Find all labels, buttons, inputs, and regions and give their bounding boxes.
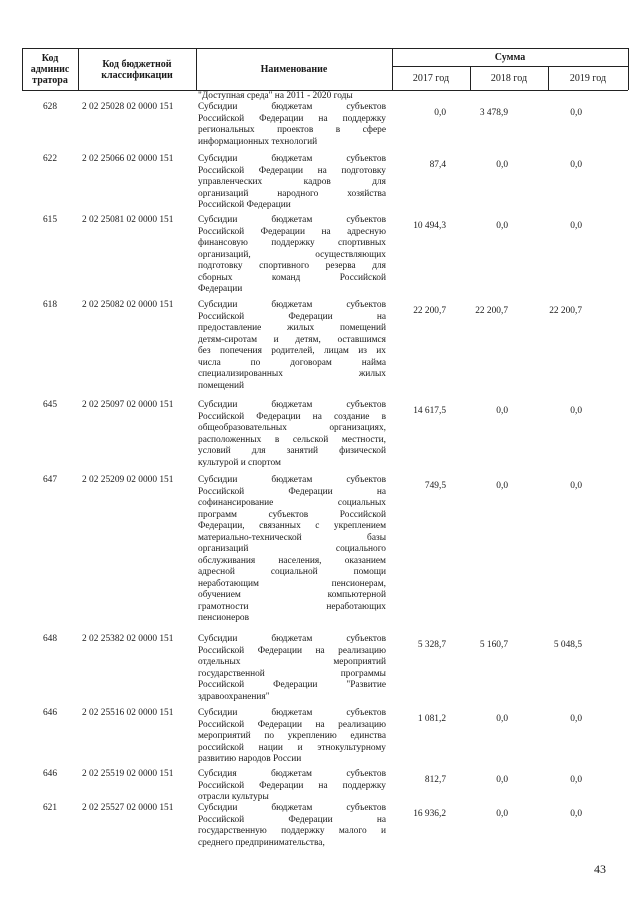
item-name-line: организаций народного хозяйства xyxy=(198,188,386,199)
header-kbk-line-2: классификации xyxy=(101,69,173,81)
item-name-line: Субсидия бюджетам субъектов xyxy=(198,769,386,779)
admin-code: 645 xyxy=(42,400,58,410)
item-name-line: отдельных мероприятий xyxy=(198,657,386,667)
item-name-line: специализированных жилых xyxy=(198,369,386,379)
item-name-line: пенсионеров xyxy=(198,613,250,623)
header-admin-line-1: Код xyxy=(41,53,59,64)
item-name-line: Субсидии бюджетам субъектов xyxy=(198,708,386,718)
item-name-line: информационных технологий xyxy=(198,136,318,147)
item-name-line: Российской Федерации xyxy=(198,200,291,210)
item-name-line: обучением компьютерной xyxy=(198,590,386,600)
item-name-line: мероприятий по укреплению единства xyxy=(198,731,386,741)
value-2019: 0,0 xyxy=(570,406,582,416)
value-2018: 0,0 xyxy=(496,809,508,819)
page-number: 43 xyxy=(594,862,606,876)
value-2019: 0,0 xyxy=(570,160,582,170)
value-2018: 0,0 xyxy=(496,221,508,231)
continuation-text: "Доступная среда" на 2011 - 2020 годы xyxy=(198,91,353,101)
budget-code: 2 02 25516 02 0000 151 xyxy=(82,708,174,718)
item-name-line: Субсидии бюджетам субъектов xyxy=(198,300,386,310)
value-2017: 5 328,7 xyxy=(417,640,446,650)
budget-code: 2 02 25519 02 0000 151 xyxy=(82,769,174,779)
item-name-line: общеобразовательных организациях, xyxy=(198,423,386,433)
item-name-line: числа по договорам найма xyxy=(198,357,386,368)
budget-code: 2 02 25382 02 0000 151 xyxy=(82,634,174,644)
value-2017: 87,4 xyxy=(429,160,446,170)
admin-code: 646 xyxy=(42,708,58,718)
budget-code: 2 02 25209 02 0000 151 xyxy=(82,475,174,485)
item-name-line: Федерации xyxy=(198,284,243,294)
header-kbk-line-1: Код бюджетной xyxy=(102,58,172,70)
item-name-line: Российской Федерации на адресную xyxy=(198,226,386,237)
item-name xyxy=(198,634,386,703)
item-name-line: Субсидии бюджетам субъектов xyxy=(198,154,386,164)
item-name xyxy=(198,475,386,625)
item-name-line: здравоохранения" xyxy=(198,691,270,702)
item-name-line: адресной социальной помощи xyxy=(198,567,386,577)
header-admin-line-2: админис xyxy=(30,64,70,75)
item-name-line: софинансирование социальных xyxy=(198,498,386,508)
header-name xyxy=(196,49,392,90)
value-2018: 0,0 xyxy=(496,406,508,416)
value-2019: 22 200,7 xyxy=(549,306,582,316)
value-2018: 0,0 xyxy=(496,714,508,724)
item-name-line: обслуживания населения, оказанием xyxy=(198,555,386,566)
value-2018: 3 478,9 xyxy=(479,108,508,118)
value-2019: 0,0 xyxy=(570,775,582,785)
value-2017: 0,0 xyxy=(434,108,446,118)
item-name-line: Субсидии бюджетам субъектов xyxy=(198,215,386,225)
header-sum xyxy=(392,49,628,66)
item-name-line: предоставление жилых помещений xyxy=(198,323,386,333)
admin-code: 622 xyxy=(42,154,58,164)
item-name-line: российской нации и этнокультурному xyxy=(198,742,386,753)
header-admin-code xyxy=(22,49,78,90)
budget-code: 2 02 25097 02 0000 151 xyxy=(82,400,174,410)
value-2019: 5 048,5 xyxy=(553,640,582,650)
value-2017: 10 494,3 xyxy=(413,221,446,231)
item-name-line: детям-сиротам и детям, оставшимся xyxy=(198,334,386,345)
budget-code: 2 02 25066 02 0000 151 xyxy=(82,154,174,164)
admin-code: 615 xyxy=(42,215,58,225)
item-name-line: отрасли культуры xyxy=(198,792,269,802)
admin-code: 648 xyxy=(42,634,58,644)
header-2019-label: 2019 год xyxy=(569,73,607,84)
header-2018-label: 2018 год xyxy=(490,73,528,84)
item-name-line: программ субъектов Российской xyxy=(198,509,386,520)
budget-code: 2 02 25028 02 0000 151 xyxy=(82,102,174,112)
item-name-line: подготовку спортивного резерва для xyxy=(198,261,386,271)
item-name-line: Субсидии бюджетам субъектов xyxy=(198,634,386,644)
item-name-line: условий для занятий физической xyxy=(198,446,386,456)
item-name-line: Субсидии бюджетам субъектов xyxy=(198,475,386,485)
header-2017 xyxy=(392,67,470,90)
item-name-line: государственной программы xyxy=(198,668,386,679)
item-name-line: управленческих кадров для xyxy=(198,177,386,187)
item-name-line: неработающим пенсионерам, xyxy=(198,578,386,589)
item-name-line: Субсидии бюджетам субъектов xyxy=(198,803,386,813)
item-name-line: грамотности неработающих xyxy=(198,601,386,612)
header-admin-line-3: тратора xyxy=(32,75,68,86)
item-name xyxy=(198,400,386,469)
budget-code: 2 02 25082 02 0000 151 xyxy=(82,300,174,310)
value-2018: 5 160,7 xyxy=(479,640,508,650)
value-2017: 749,5 xyxy=(424,481,446,491)
item-name-line: Субсидии бюджетам субъектов xyxy=(198,102,386,112)
item-name-line: Российской Федерации на поддержку xyxy=(198,113,386,124)
header-2019 xyxy=(548,67,628,90)
value-2017: 812,7 xyxy=(424,775,446,785)
value-2017: 16 936,2 xyxy=(413,809,446,819)
value-2017: 22 200,7 xyxy=(413,306,446,316)
value-2019: 0,0 xyxy=(570,221,582,231)
item-name-line: культурой и спортом xyxy=(198,457,281,468)
value-2019: 0,0 xyxy=(570,481,582,491)
item-name-line: Российской Федерации на реализацию xyxy=(198,645,386,656)
value-2017: 14 617,5 xyxy=(413,406,446,416)
item-name xyxy=(198,803,386,849)
item-name-line: среднего предпринимательства, xyxy=(198,837,325,848)
value-2019: 0,0 xyxy=(570,108,582,118)
item-name-line: расположенных в сельской местности, xyxy=(198,434,386,445)
item-name-line: региональных проектов в сфере xyxy=(198,125,386,135)
header-name-label: Наименование xyxy=(260,64,328,75)
item-name-line: помещений xyxy=(198,380,245,391)
admin-code: 646 xyxy=(42,769,58,779)
item-name-line: Российской Федерации на подготовку xyxy=(198,165,386,176)
item-name-line: организаций, осуществляющих xyxy=(198,249,386,260)
item-name-line: государственную поддержку малого и xyxy=(198,826,386,836)
item-name xyxy=(198,215,386,296)
item-name-line: Российской Федерации на xyxy=(198,814,386,825)
header-vline-6 xyxy=(628,48,629,90)
item-name-line: финансовую поддержку спортивных xyxy=(198,238,386,248)
header-sum-label: Сумма xyxy=(494,52,526,63)
item-name xyxy=(198,102,386,148)
item-name-line: Российской Федерации на xyxy=(198,486,386,497)
value-2017: 1 081,2 xyxy=(417,714,446,724)
header-2017-label: 2017 год xyxy=(412,73,450,84)
value-2018: 0,0 xyxy=(496,481,508,491)
item-name-line: развитию народов России xyxy=(198,754,302,764)
item-name-line: Российской Федерации на реализацию xyxy=(198,719,386,730)
value-2019: 0,0 xyxy=(570,714,582,724)
header-2018 xyxy=(470,67,548,90)
item-name-line: без попечения родителей, лицам из их xyxy=(198,346,386,356)
value-2018: 0,0 xyxy=(496,160,508,170)
item-name xyxy=(198,300,386,392)
item-name-line: Российской Федерации на поддержку xyxy=(198,780,386,791)
item-name xyxy=(198,708,386,766)
item-name xyxy=(198,154,386,212)
admin-code: 621 xyxy=(42,803,58,813)
item-name-line: организаций социального xyxy=(198,544,386,554)
admin-code: 618 xyxy=(42,300,58,310)
item-name xyxy=(198,769,386,804)
value-2019: 0,0 xyxy=(570,809,582,819)
admin-code: 628 xyxy=(42,102,58,112)
item-name-line: материально-технической базы xyxy=(198,532,386,543)
admin-code: 647 xyxy=(42,475,58,485)
budget-code: 2 02 25527 02 0000 151 xyxy=(82,803,174,813)
item-name-line: Российской Федерации на xyxy=(198,311,386,322)
header-kbk xyxy=(78,49,196,90)
item-name-line: Российской Федерации "Развитие xyxy=(198,680,386,690)
budget-code: 2 02 25081 02 0000 151 xyxy=(82,215,174,225)
item-name-line: сборных команд Российской xyxy=(198,272,386,283)
item-name-line: Субсидии бюджетам субъектов xyxy=(198,400,386,410)
item-name-line: Федерации, связанных с укреплением xyxy=(198,521,386,531)
item-name-line: Российской Федерации на создание в xyxy=(198,411,386,422)
value-2018: 0,0 xyxy=(496,775,508,785)
value-2018: 22 200,7 xyxy=(475,306,508,316)
